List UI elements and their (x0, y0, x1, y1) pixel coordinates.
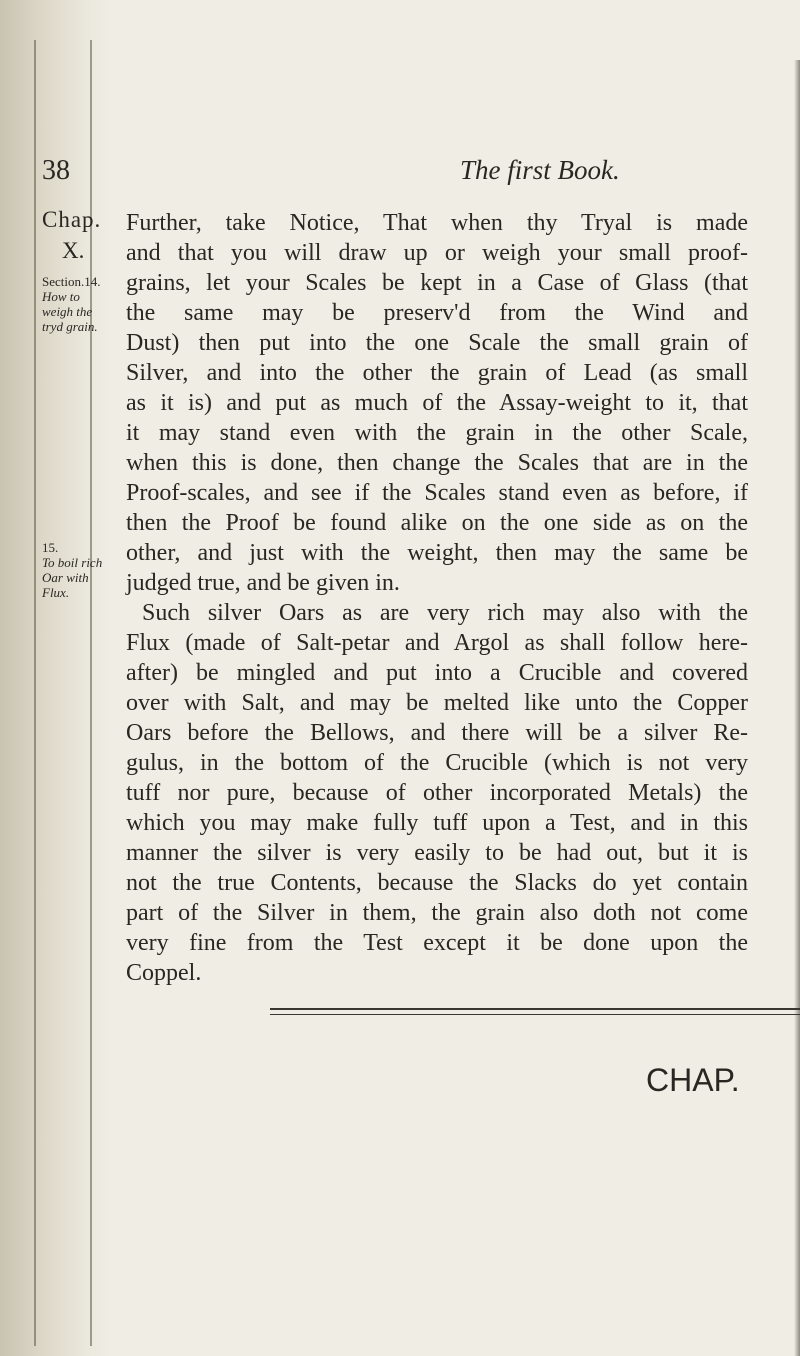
sidenote-text: To boil rich Oar with Flux. (42, 555, 103, 600)
text-line: Proof-scales, and see if the Scales stand even as before, if (126, 480, 748, 506)
chapter-number: X. (62, 238, 85, 263)
text-line: manner the silver is very easily to be had out, but it is (126, 840, 748, 866)
running-head: The first Book. (460, 155, 620, 185)
section-divider (270, 1008, 800, 1010)
sidenote-label: Section.14. (42, 274, 101, 289)
text-line: Such silver Oars as are very rich may also with the (142, 600, 748, 626)
text-line: after) be mingled and put into a Crucible and covered (126, 660, 748, 686)
sidenote-section-14 (42, 274, 104, 334)
text-line: gulus, in the bottom of the Crucible (which is not very (126, 750, 748, 776)
text-line: which you may make fully tuff upon a Test, and in this (126, 810, 748, 836)
text-line: it may stand even with the grain in the other Scale, (126, 420, 748, 446)
page-edge (794, 60, 800, 1356)
sidenote-text: How to weigh the tryd grain. (42, 289, 98, 334)
text-line: then the Proof be found alike on the one side as on the (126, 510, 748, 536)
text-line: tuff nor pure, because of other incorporated Metals) the (126, 780, 748, 806)
text-line: Further, take Notice, That when thy Tryal is made (126, 210, 748, 236)
text-line: part of the Silver in them, the grain also doth not come (126, 900, 748, 926)
chapter-label: Chap. (42, 207, 102, 232)
text-line: very fine from the Test except it be done upon the (126, 930, 748, 956)
text-line: Oars before the Bellows, and there will be a silver Re- (126, 720, 748, 746)
binding-gutter (0, 0, 110, 1356)
text-line: when this is done, then change the Scales that are in the (126, 450, 748, 476)
text-line: Flux (made of Salt-petar and Argol as shall follow here- (126, 630, 748, 656)
text-line: the same may be preserv'd from the Wind and (126, 300, 748, 326)
text-line: not the true Contents, because the Slacks do yet contain (126, 870, 748, 896)
section-divider (270, 1014, 800, 1015)
text-line: Silver, and into the other the grain of Lead (as small (126, 360, 748, 386)
text-line: grains, let your Scales be kept in a Case of Glass (that (126, 270, 748, 296)
text-line: judged true, and be given in. (126, 570, 400, 596)
binding-line (34, 40, 36, 1346)
sidenote-label: 15. (42, 540, 59, 555)
text-line: as it is) and put as much of the Assay-weight to it, that (126, 390, 748, 416)
text-line: other, and just with the weight, then may the same be (126, 540, 748, 566)
text-line: Coppel. (126, 960, 202, 986)
catchword: CHAP. (646, 1062, 740, 1098)
sidenote-section-15 (42, 540, 104, 600)
text-line: Dust) then put into the one Scale the small grain of (126, 330, 748, 356)
page-number: 38 (42, 155, 70, 186)
binding-line (90, 40, 92, 1346)
text-line: and that you will draw up or weigh your small proof- (126, 240, 748, 266)
text-line: over with Salt, and may be melted like unto the Copper (126, 690, 748, 716)
